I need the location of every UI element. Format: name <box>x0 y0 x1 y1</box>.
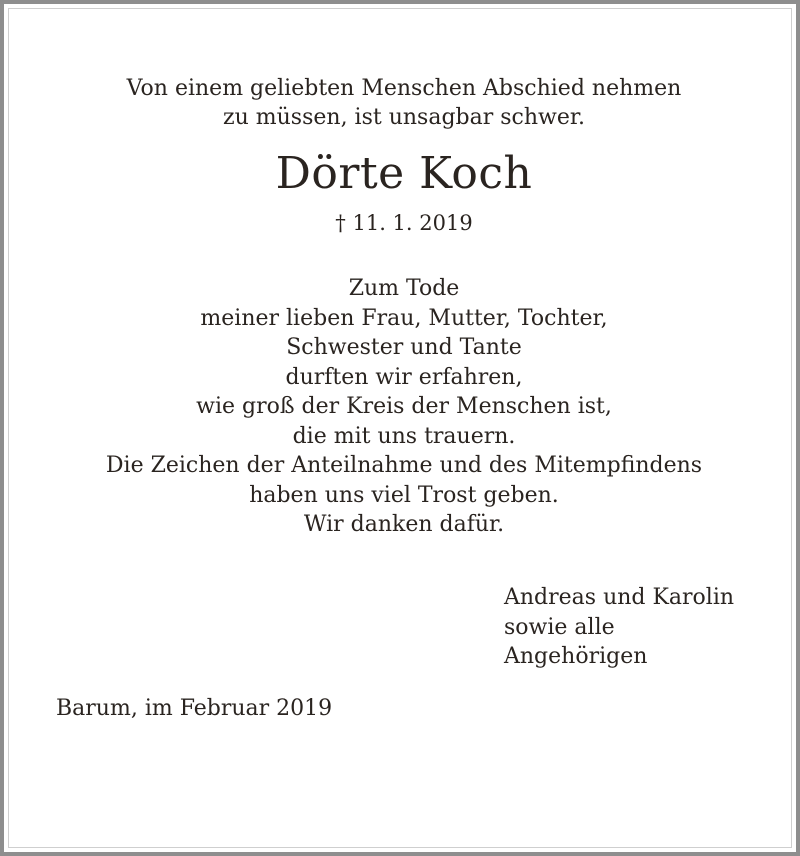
thanks-line: Die Zeichen der Anteilnahme und des Mitempfindens <box>105 453 703 478</box>
thanks-line: Schwester und Tante <box>286 335 522 360</box>
place-and-date: Barum, im Februar 2019 <box>56 696 333 721</box>
thanks-line: Wir danken dafür. <box>303 512 505 537</box>
signer-line: Angehörigen <box>504 644 648 669</box>
intro-line: Von einem geliebten Menschen Abschied nehmen <box>126 76 682 101</box>
signers <box>504 583 734 672</box>
death-date: † 11. 1. 2019 <box>335 211 473 235</box>
thanks-line: wie groß der Kreis der Menschen ist, <box>196 394 612 419</box>
thanks-line: die mit uns trauern. <box>292 423 516 449</box>
intro-text <box>4 74 800 132</box>
signer-line: Andreas und Karolin <box>504 585 735 610</box>
thanks-line: Zum Tode <box>348 276 460 301</box>
deceased-name: Dörte Koch <box>275 148 533 199</box>
intro-line: zu müssen, ist unsagbar schwer. <box>223 105 585 130</box>
thanks-text <box>4 274 800 540</box>
signer-line: sowie alle <box>504 614 615 640</box>
thanks-line: haben uns viel Trost geben. <box>249 482 559 508</box>
thanks-line: meiner lieben Frau, Mutter, Tochter, <box>200 305 608 331</box>
thanks-line: durften wir erfahren, <box>285 364 523 390</box>
